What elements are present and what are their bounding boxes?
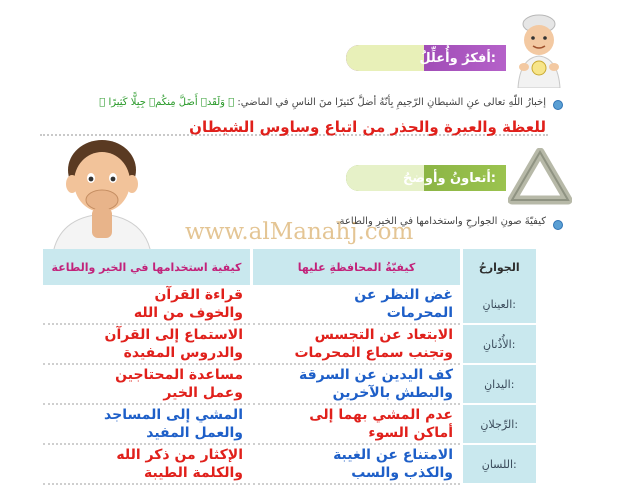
organ-label: الأُذُنانِ: (462, 324, 536, 364)
section1-quote: ﴿ وَلَقَدۡ أَضَلَّ مِنكُمۡ جِبِلًّا كَثِيرًا ﴾ (99, 97, 235, 108)
header-organs: الجوارحُ (462, 249, 536, 285)
site-watermark: www.alManahj.com (185, 219, 414, 245)
think-explain-header (346, 45, 506, 71)
thinking-boy-illustration (508, 10, 570, 88)
bullet-icon (553, 100, 563, 110)
table-row (42, 364, 536, 404)
protect-cell (252, 404, 462, 444)
section1-prompt: إخبارُ اللّهِ تعالى عنِ الشيطانِ الرّجيمِ بِأنّهُ أضلَّ كثيرًا منَ الناسِ في الماضي: (237, 97, 546, 108)
use-cell (42, 364, 252, 404)
use-cell (42, 444, 252, 484)
use-text: والدروس المفيدة (123, 345, 243, 361)
table-row (42, 285, 536, 324)
cooperate-explain-title: أتعاونُ وأوضحُ: (402, 170, 496, 186)
use-cell (42, 324, 252, 364)
puzzle-triangle-icon (508, 148, 572, 206)
use-text: والخوف من الله (133, 305, 243, 321)
table-row (42, 324, 536, 364)
protect-text: عدم المشي بهما إلى (309, 407, 453, 423)
use-cell (42, 404, 252, 444)
use-text: المشي إلى المساجد (104, 407, 243, 423)
use-text: الإكثار من ذكر الله (116, 447, 243, 463)
section2-prompt: كيفيّةَ صونِ الجوارحِ واستخدامها في الخيرِ والطاعة. (336, 216, 546, 227)
use-text: مساعدة المحتاجين (115, 367, 243, 383)
think-explain-title: أفكرُ وأُعلِّلُ: (419, 50, 496, 66)
table-row (42, 404, 536, 444)
bullet-icon (553, 220, 563, 230)
use-text: والعمل المفيد (146, 425, 243, 441)
cooperate-explain-header (346, 165, 506, 191)
protect-text: غض النظر عن (354, 287, 453, 303)
organ-label: الرِّجلانِ: (462, 404, 536, 444)
section1-answer: للعظة والعبرة والحذر من اتباع وساوس الشيطان (189, 118, 546, 136)
protect-text: أماكن السوء (368, 425, 453, 441)
protect-text: كف اليدين عن السرقة (299, 367, 453, 383)
organ-label: العينانِ: (462, 285, 536, 324)
protect-text: وتجنب سماع المحرمات (294, 345, 453, 361)
use-text: وعمل الخير (163, 385, 243, 401)
header-use: كيفية استخدامها في الخير والطاعة (42, 249, 252, 285)
use-text: والكلمة الطيبة (144, 465, 243, 481)
protect-text: الابتعاد عن التجسس (314, 327, 453, 343)
organ-label: اليدانِ: (462, 364, 536, 404)
protect-text: الامتناع عن الغيبة (333, 447, 453, 463)
protect-text: المحرمات (386, 305, 453, 321)
organs-table (40, 249, 536, 485)
protect-cell (252, 285, 462, 324)
table-row (42, 444, 536, 484)
protect-cell (252, 364, 462, 404)
boy-covering-mouth-illustration (42, 130, 162, 260)
protect-text: والبطش بالآخرين (332, 385, 453, 401)
protect-cell (252, 444, 462, 484)
use-text: الاستماع إلى القرآن (104, 327, 243, 343)
protect-cell (252, 324, 462, 364)
section1-line (26, 97, 546, 108)
use-cell (42, 285, 252, 324)
header-protect: كيفيّةُ المحافظةِ عليها (252, 249, 462, 285)
protect-text: والكذب والسب (351, 465, 453, 481)
organ-label: اللسانِ: (462, 444, 536, 484)
use-text: قراءة القرآن (154, 287, 243, 303)
table-header-row (42, 249, 536, 285)
